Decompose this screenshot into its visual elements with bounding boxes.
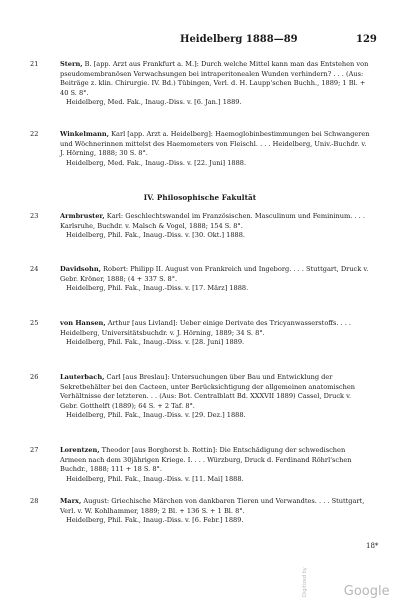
bibliography-entry (30, 212, 370, 241)
entry-number: 22 (30, 130, 39, 138)
entry-author: Marx, (60, 497, 82, 505)
entry-text: Theodor [aus Borghorst b. Rottin]: Die Entschädigung der schwedischen Armeen nach dem 30jährigen Kriege. I. . . . Würzburg, Druck d. Ferdinand Röhrl'schen Buchdr., 1888; 111 + 18 S. 8°. (60, 446, 352, 474)
entry-number: 24 (30, 265, 39, 273)
digitization-watermark (302, 567, 390, 599)
bibliography-entry (30, 319, 370, 348)
entry-author: Davidsohn, (60, 265, 101, 273)
entry-number: 23 (30, 212, 39, 220)
entry-number: 28 (30, 497, 39, 505)
entry-text: August: Griechische Märchen von dankbaren Tieren und Verwandtes. . . . Stuttgart, Verl. v. W. Kohlhammer, 1889; 2 Bl. + 136 S. + 1 Bl. 8°. (60, 497, 365, 515)
entry-text: Robert: Philipp II. August von Frankreich und Ingeborg. . . . Stuttgart, Druck v. Gebr. Kröner, 1888; (4 + 337 S. 8°. (60, 265, 369, 283)
entry-dissertation-note: Heidelberg, Phil. Fak., Inaug.-Diss. v. [17. März] 1888. (66, 284, 249, 293)
entry-author: Armbruster, (60, 212, 105, 220)
entry-dissertation-note: Heidelberg, Med. Fak., Inaug.-Diss. v. [22. Juni] 1888. (66, 158, 247, 167)
running-title: Heidelberg 1888—89 (180, 34, 298, 45)
entry-number: 21 (30, 60, 39, 68)
bibliography-entry (30, 130, 370, 168)
entry-text: Karl [app. Arzt a. Heidelberg]: Haemoglobinbestimmungen bei Schwangeren und Wöchnerinnen mittelst des Haemometers von Fleischl. . . . Heidelberg, Univ.-Buchdr. v. J. Hörning, 1888; 30 S. 8°. (60, 130, 370, 158)
watermark-brand: Google (343, 584, 390, 599)
section-heading: IV. Philosophische Fakultät (143, 193, 257, 202)
entry-dissertation-note: Heidelberg, Phil. Fak., Inaug.-Diss. v. [11. Mai] 1888. (66, 474, 244, 483)
entry-author: Winkelmann, (60, 130, 109, 138)
entry-dissertation-note: Heidelberg, Phil. Fak., Inaug.-Diss. v. [6. Febr.] 1889. (66, 516, 244, 525)
entry-dissertation-note: Heidelberg, Phil. Fak., Inaug.-Diss. v. [29. Dez.] 1888. (66, 411, 246, 420)
entry-dissertation-note: Heidelberg, Med. Fak., Inaug.-Diss. v. [6. Jan.] 1889. (66, 98, 242, 107)
bibliography-entry (30, 446, 370, 484)
entry-text: Karl: Geschlechtswandel im Französischen. Masculinum und Femininum. . . . Karlsruhe, Buchdr. v. Malsch & Vogel, 1888; 154 S. 8°. (60, 212, 365, 230)
entry-author: Lauterbach, (60, 373, 105, 381)
entry-dissertation-note: Heidelberg, Phil. Fak., Inaug.-Diss. v. [28. Juni] 1889. (66, 338, 245, 347)
entry-text: Arthur [aus Livland]: Ueber einige Derivate des Tricyanwasserstoffs. . . . Heidelberg, Universitätsbuchdr. v. J. Hörning, 1889; 34 S. 8°. (60, 319, 352, 337)
entry-number: 25 (30, 319, 39, 327)
bibliography-entry (30, 497, 370, 526)
entry-text: B. [app. Arzt aus Frankfurt a. M.]: Durch welche Mittel kann man das Entstehen von pseudomembranösen Verwachsungen bei intraperitonealen Wunden verhindern? . . . (Aus: Beiträge z. klin. Chirurgie. IV. Bd.) Tübingen, Verl. d. H. Laupp'schen Buchh., 1889; 1 Bl. + 40 S. 8°. (60, 60, 369, 97)
running-header (0, 34, 400, 48)
entry-number: 26 (30, 373, 39, 381)
entry-author: Stern, (60, 60, 83, 68)
entry-number: 27 (30, 446, 39, 454)
watermark-small-text: Digitized by (302, 567, 308, 597)
signature-mark: 18* (366, 542, 379, 550)
entry-author: Lorentzen, (60, 446, 100, 454)
bibliography-entry (30, 373, 370, 421)
bibliography-entry (30, 60, 370, 108)
entry-author: von Hansen, (60, 319, 106, 327)
entry-text: Carl [aus Breslau]: Untersuchungen über Bau und Entwicklung der Sekretbehälter bei den Cacteen, unter Berücksichtigung der allgemeinen anatomischen Verhältnisse der letzteren. . . (Aus: Bot. Centralblatt Bd. XXXVII 1889) Cassel, Druck v. Gebr. Gotthelft (1889); 64 S. + 2 Taf. 8°. (60, 373, 355, 410)
entry-dissertation-note: Heidelberg, Phil. Fak., Inaug.-Diss. v. [30. Okt.] 1888. (66, 231, 246, 240)
bibliography-entry (30, 265, 370, 294)
page-number: 129 (356, 34, 377, 45)
